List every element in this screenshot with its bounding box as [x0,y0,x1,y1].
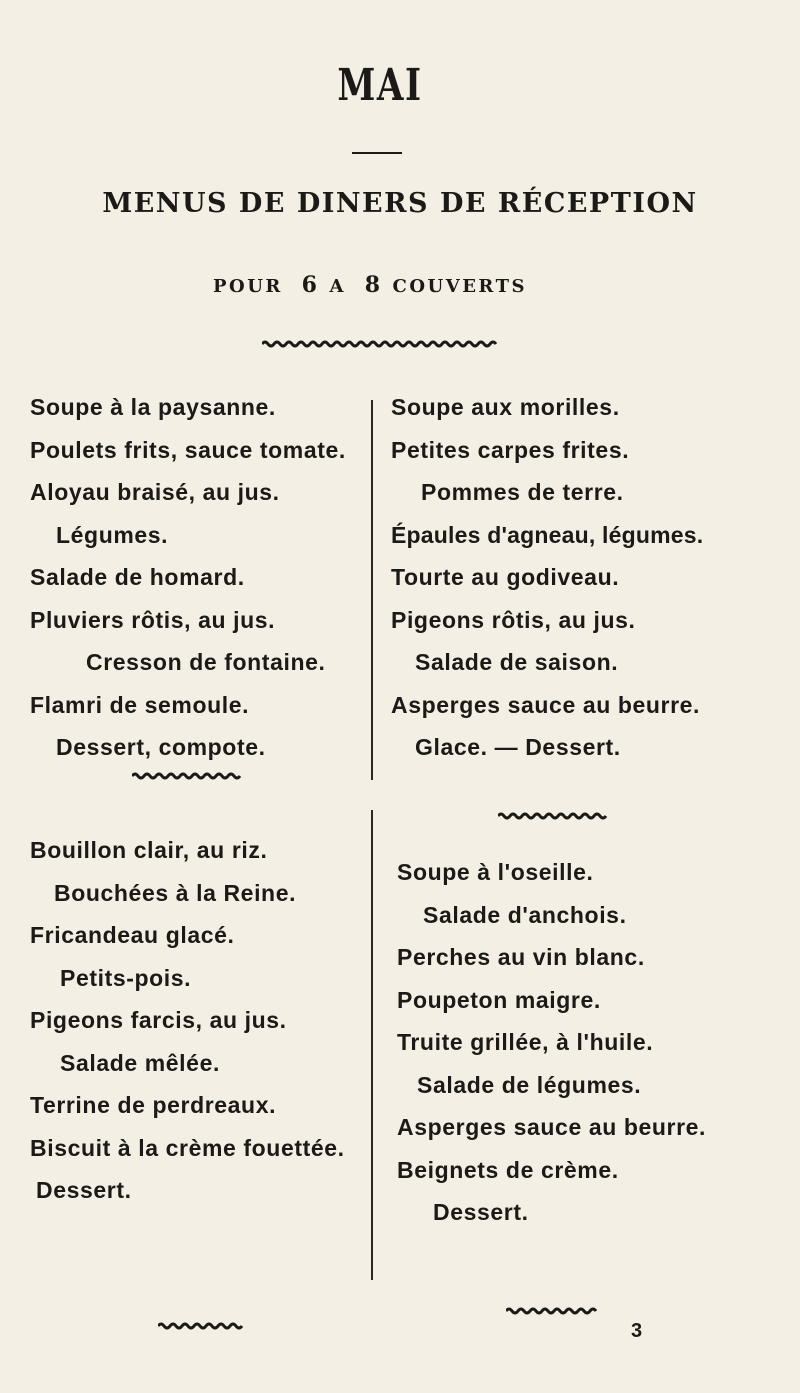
subtitle-pour: POUR [213,276,283,297]
menu-item: Asperges sauce au beurre. [397,1114,707,1140]
column-divider-bottom [371,810,373,1280]
menu-item: Terrine de perdreaux. [30,1092,277,1118]
menu-item: Dessert, compote. [56,734,266,760]
menu-item: Légumes. [56,521,169,548]
menu-item: Fricandeau glacé. [30,922,235,948]
menu-item: Salade d'anchois. [423,901,627,928]
menu-item: Salade de homard. [30,564,245,590]
menu-item: Pommes de terre. [421,479,624,505]
menu-item: Poulets frits, sauce tomate. [30,436,346,463]
menu-item: Épaules d'agneau, légumes. [391,521,704,548]
menu-item: Beignets de crème. [397,1156,619,1183]
subtitle-num-eight: 8 [364,272,383,298]
month-heading: MAI [337,60,423,111]
column-divider-top [371,400,373,780]
menu-item: Cresson de fontaine. [86,649,326,675]
wavy-rule-top [262,340,498,348]
menu-item: Perches au vin blanc. [397,944,645,970]
menu-item: Flamri de semoule. [30,691,250,718]
menu-item: Bouchées à la Reine. [54,879,297,906]
menu-item: Salade mêlée. [60,1049,220,1076]
wavy-rule-left-middle [132,772,242,780]
subtitle-couverts: COUVERTS [392,276,527,297]
menu-item: Asperges sauce au beurre. [391,691,701,718]
menu-item: Petites carpes frites. [391,436,630,463]
menu-right-bottom [397,851,706,1234]
menu-item: Dessert. [433,1199,529,1225]
menu-item: Pigeons rôtis, au jus. [391,606,636,633]
menu-left-top [30,386,346,769]
menu-left-bottom [30,829,345,1212]
short-rule [352,152,402,154]
menu-item: Petits-pois. [60,964,192,991]
menu-item: Bouillon clair, au riz. [30,837,268,863]
menu-item: Soupe à l'oseille. [397,859,594,885]
menu-item: Salade de légumes. [417,1071,642,1098]
menu-item: Pluviers rôtis, au jus. [30,606,276,633]
page-title: MENUS DE DINERS DE RÉCEPTION [102,188,698,219]
menu-right-top [391,386,703,769]
menu-item: Pigeons farcis, au jus. [30,1007,287,1033]
wavy-rule-right-middle [498,812,608,820]
menu-item: Dessert. [36,1177,132,1203]
menu-item: Truite grillée, à l'huile. [397,1029,654,1055]
page-subtitle [0,272,740,298]
menu-item: Glace. — Dessert. [415,734,621,760]
subtitle-a: A [329,276,346,297]
subtitle-num-six: 6 [301,272,320,298]
menu-item: Soupe à la paysanne. [30,394,276,420]
wavy-rule-left-bottom [158,1322,246,1330]
menu-item: Aloyau braisé, au jus. [30,479,280,505]
menu-item: Salade de saison. [415,649,619,675]
page-number: 3 [631,1320,643,1342]
menu-item: Tourte au godiveau. [391,564,620,590]
wavy-rule-right-bottom [506,1307,602,1315]
menu-item: Soupe aux morilles. [391,394,620,420]
menu-item: Biscuit à la crème fouettée. [30,1134,345,1161]
menu-item: Poupeton maigre. [397,986,601,1013]
